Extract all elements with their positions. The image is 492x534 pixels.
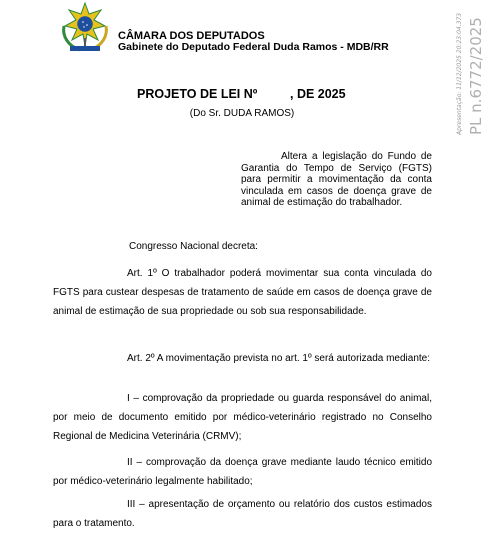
bill-author: (Do Sr. DUDA RAMOS) <box>189 108 295 119</box>
submission-date-stamp: Apresentação: 11/12/2025 20:23:04.373 <box>456 12 463 135</box>
item-1: I – comprovação da propriedade ou guarda responsável do animal, por meio de documento emitido por médico-veterinário registrado no Conselho Regional de Medicina Veterinária (CRMV); <box>53 393 432 442</box>
article-2: Art. 2º A movimentação prevista no art. 1º será autorizada mediante: <box>127 353 431 364</box>
letterhead <box>118 31 389 53</box>
bill-summary: Altera a legislação do Fundo de Garantia do Tempo de Serviço (FGTS) para permitir a movimentação da conta vinculada em casos de doença grave de animal de estimação do trabalhador. <box>241 151 432 209</box>
article-1: Art. 1º O trabalhador poderá movimentar sua conta vinculada do FGTS para custear despesas de tratamento de saúde em casos de doença grave de animal de estimação de sua propriedade ou sob sua responsabilidade. <box>53 268 432 317</box>
bill-title-suffix: , DE 2025 <box>290 87 346 101</box>
item-3: III – apresentação de orçamento ou relatório dos custos estimados para o tratamento. <box>53 499 432 529</box>
item-2: II – comprovação da doença grave mediante laudo técnico emitido por médico-veterinário legalmente habilitado; <box>53 457 432 487</box>
bill-number-stamp: PL n.6772/2025 <box>467 17 485 135</box>
office-name: Gabinete do Deputado Federal Duda Ramos - MDB/RR <box>118 41 389 53</box>
chamber-name: CÂMARA DOS DEPUTADOS <box>118 30 265 42</box>
enactment-clause: Congresso Nacional decreta: <box>129 241 258 252</box>
bill-title-prefix: PROJETO DE LEI Nº <box>137 87 258 101</box>
coat-of-arms-logo <box>58 2 112 54</box>
